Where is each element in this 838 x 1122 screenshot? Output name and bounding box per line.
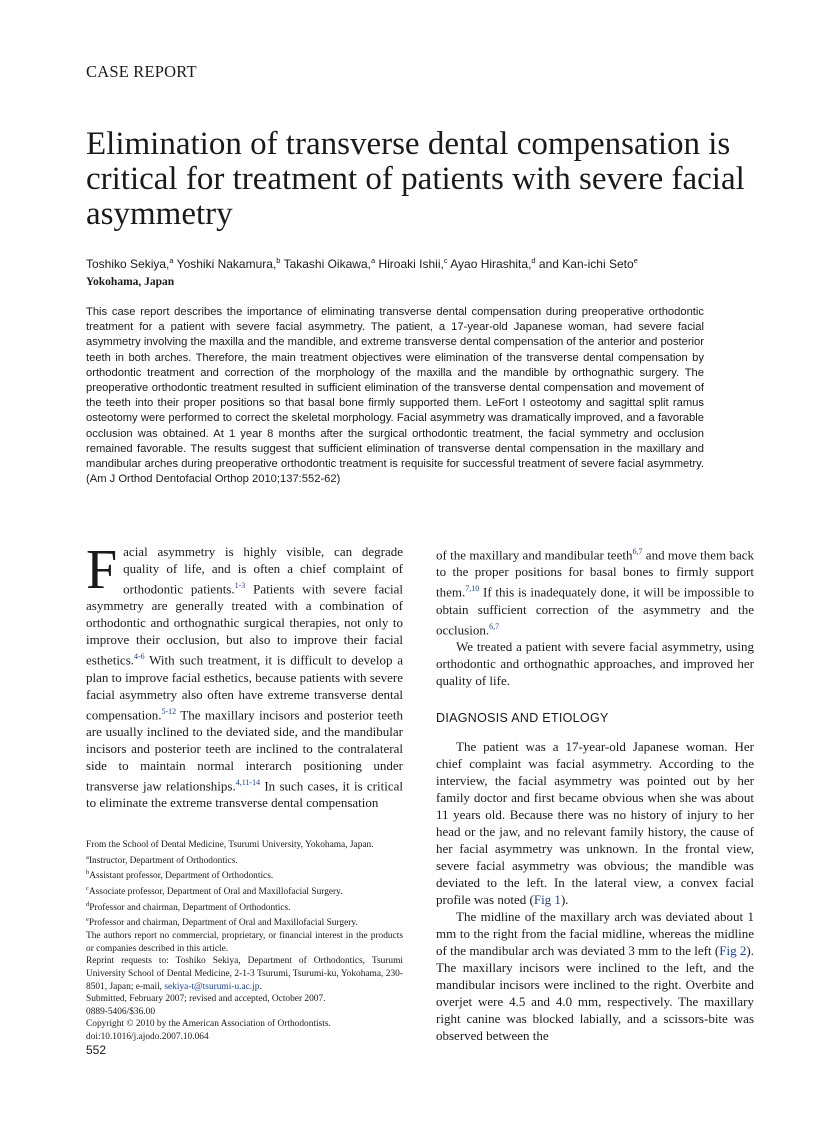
section-label: CASE REPORT — [86, 62, 197, 81]
body-paragraph: The patient was a 17-year-old Japanese woman. Her chief complaint was facial asymmetry. According to the interview, the facial asymmetry was pointed out by her family doctor and first became obvious when she was about 11 years old. Because there was no history of injury to her head or the jaw, and no relevant family history, the cause of her facial asymmetry was unknown. In the frontal view, severe facial asymmetry was obvious; the mandible was deviated to the left. In the lateral view, a convex facial profile was noted (Fig 1). — [436, 738, 754, 907]
footnote-issn: 0889-5406/$36.00 — [86, 1006, 156, 1017]
author: Takashi Oikawa,$^a$ — [283, 256, 376, 271]
citation-link[interactable]: 6,7 — [632, 547, 643, 556]
footnotes — [86, 839, 403, 1044]
email-link[interactable]: sekiya-t@tsurumi-u.ac.jp — [164, 981, 260, 992]
author: Ayao Hirashita,$^d$ — [450, 256, 536, 271]
footnote-submitted: Submitted, February 2007; revised and accepted, October 2007. — [86, 994, 326, 1005]
citation-link[interactable]: 4-6 — [134, 652, 145, 662]
footnote-e: $^e$Professor and chairman, Department of Oral and Maxillofacial Surgery. — [86, 916, 358, 929]
article-title: Elimination of transverse dental compensation is critical for treatment of patients with severe facial asymmetry — [86, 126, 745, 232]
affiliation-city: Yokohama, Japan — [86, 276, 175, 288]
citation-link[interactable]: 5-12 — [161, 706, 177, 716]
figure-link[interactable]: Fig 1 — [533, 891, 561, 907]
footnote-b: $^b$Assistant professor, Department of Orthodontics. — [86, 869, 274, 882]
citation-link[interactable]: 7,10 — [465, 584, 480, 594]
footnote-reprint: Reprint requests to: Toshiko Sekiya, Department of Orthodontics, Tsurumi University School of Dental Medicine, 2-1-3 Tsurumi, Tsurumi-ku, Yokohama, 230-8501, Japan; e-mail, sekiya-t@tsurumi-u.ac.jp. — [86, 956, 403, 992]
figure-link[interactable]: Fig 2 — [719, 942, 747, 958]
footnote-a: $^a$Instructor, Department of Orthodontics. — [86, 853, 238, 866]
citation-link[interactable]: 1-3 — [234, 581, 246, 590]
section-heading: DIAGNOSIS AND ETIOLOGY — [436, 710, 609, 725]
body-paragraph: We treated a patient with severe facial asymmetry, using orthodontic and orthognathic approaches, and improved her quality of life. — [436, 638, 754, 688]
body-column-left — [86, 539, 404, 811]
author: Hiroaki Ishii,$^c$ — [378, 256, 448, 271]
footnote-c: $^c$Associate professor, Department of Oral and Maxillofacial Surgery. — [86, 885, 343, 898]
abstract: This case report describes the importance of eliminating transverse dental compensation during preoperative orthodontic treatment for a patient with severe facial asymmetry. The patient, a 17-year-old Japanese woman, had severe facial asymmetry involving the maxilla and the mandible, and extreme transverse dental compensation of the anterior and posterior teeth in both arches. Therefore, the main treatment objectives were elimination of the transverse dental compensation by orthodontic treatment and correction of the morphology of the maxilla and the mandible by orthognathic surgery. The preoperative orthodontic treatment resulted in sufficient elimination of the transverse dental compensation and movement of the teeth into their proper positions so that basal bone firmly supported them. LeFort I osteotomy and sagittal split ramus osteotomy were performed to correct the skeletal morphology. Facial asymmetry was dramatically improved, and a favorable occlusion was obtained. At 1 year 8 months after the surgical orthodontic treatment, the facial symmetry and occlusion remained favorable. The results suggest that sufficient elimination of transverse dental compensation in the maxillary and mandibular arches during preoperative orthodontic treatment is requisite for successful treatment of severe facial asymmetry. (Am J Orthod Dentofacial Orthop 2010;137:552-62) — [86, 306, 704, 486]
body-paragraph: The midline of the maxillary arch was deviated about 1 mm to the right from the facial midline, whereas the midline of the mandibular arch was deviated 3 mm to the left (Fig 2). The maxillary incisors were inclined to the left, and the mandibular incisors were inclined to the right. Overbite and overjet were 4.5 and 4.0 mm, respectively. The maxillary right canine was blocked labially, and a scissors-bite was observed between the — [436, 908, 755, 1043]
citation-link[interactable]: 4,11-14 — [235, 777, 261, 787]
footnote-from: From the School of Dental Medicine, Tsurumi University, Yokohama, Japan. — [86, 840, 374, 850]
footnote-copyright: Copyright © 2010 by the American Association of Orthodontists. — [86, 1019, 331, 1030]
citation-link[interactable]: 6,7 — [489, 621, 500, 631]
intro-paragraph: Facial asymmetry is highly visible, can degrade quality of life, and is often a chief complaint of orthodontic patients.$^{1-3}$ Patients with severe facial asymmetry are generally treated with a combination of orthodontic and orthognathic surgical therapies, not only to improve their occlusion, but also to improve their facial esthetics.$^{4-6}$ With such treatment, it is difficult to develop a plan to improve facial esthetics, because patients with severe facial asymmetry also often have extreme transverse dental compensation.$^{5-12}$ The maxillary incisors and posterior teeth are usually inclined to the deviated side, and the mandibular incisors and posterior teeth are inclined to the contralateral side to maintain normal interarch positioning under transverse jaw relationships.$^{4,11-14}$ In such cases, it is critical to eliminate the extreme transverse dental compensation — [86, 539, 404, 811]
author: Yoshiki Nakamura,$^b$ — [176, 256, 281, 271]
footnote-disclosure: The authors report no commercial, proprietary, or financial interest in the products or companies described in this article. — [86, 931, 403, 954]
author: Toshiko Sekiya,$^a$ — [86, 256, 174, 271]
author-list — [86, 256, 766, 271]
intro-paragraph-continued: of the maxillary and mandibular teeth$^{6,7}$ and move them back to the proper positions for basal bones to firmly support them.$^{7,10}$ If this is inadequately done, it will be impossible to obtain sufficient correction of the asymmetry and the occlusion.$^{6,7}$ — [436, 547, 755, 637]
footnote-doi: doi:10.1016/j.ajodo.2007.10.064 — [86, 1031, 209, 1042]
body-column-right — [436, 543, 754, 1044]
drop-cap: F — [86, 539, 118, 601]
page-number: 552 — [86, 1043, 107, 1057]
author: and Kan-ichi Seto$^e$ — [538, 256, 638, 271]
footnote-d: $^d$Professor and chairman, Department of Orthodontics. — [86, 900, 291, 913]
